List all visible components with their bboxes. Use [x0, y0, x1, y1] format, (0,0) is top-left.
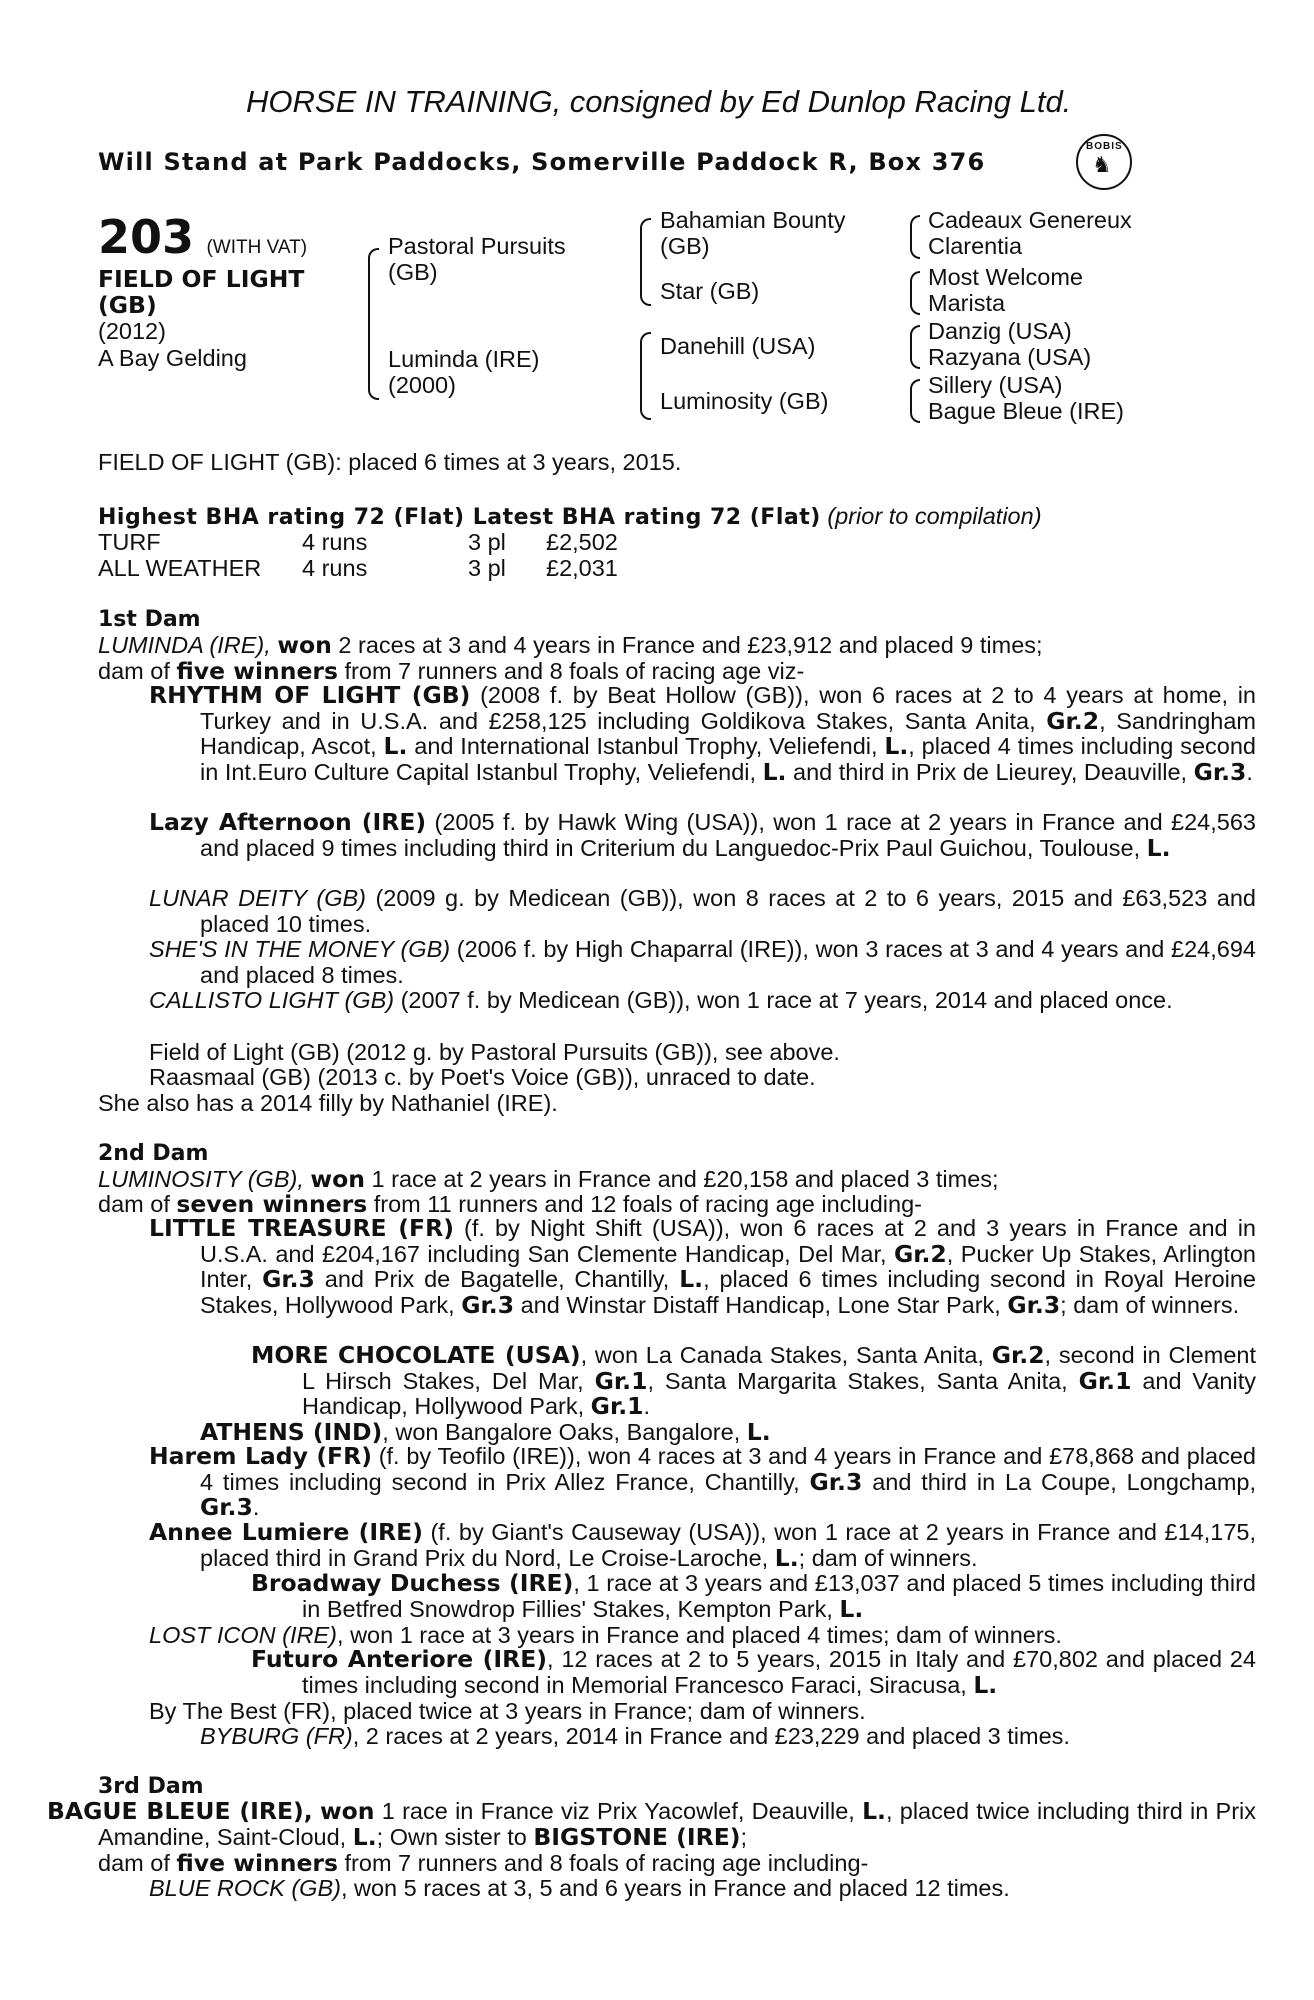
aw-label: ALL WEATHER: [98, 555, 262, 581]
listed-label: L.: [973, 1670, 998, 1699]
turf-placings: 3 pl: [468, 529, 506, 555]
listed-label: L.: [884, 732, 909, 760]
bha-ratings-heading: Highest BHA rating 72 (Flat) Latest BHA rating 72 (Flat): [98, 505, 821, 530]
listed-label: L.: [839, 1594, 864, 1623]
first-dam-record: 2 races at 3 and 4 years in France and £23,912 and placed 9 times;: [331, 632, 1043, 658]
won-label: won: [310, 1165, 365, 1193]
entry-text: (f. by Teofilo (IRE)), won 4 races at 3 and 4 years in France and £78,868 and placed 4 times including second in Prix Allez France, Chantilly,: [200, 1443, 1256, 1495]
entry-name: SHE'S IN THE MONEY (GB): [149, 936, 451, 962]
second-dam-line1: [98, 1166, 999, 1192]
entry-rhythm-of-light: [149, 683, 1256, 785]
entry-byburg: [200, 1723, 1070, 1749]
entry-text: , won 1 race at 3 years in France and placed 4 times; dam of winners.: [337, 1622, 1062, 1648]
runners-note: from 7 runners and 8 foals of racing age viz-: [337, 658, 805, 684]
dam-year: (2000): [388, 372, 456, 398]
also-note: She also has a 2014 filly by Nathaniel (IRE).: [98, 1090, 558, 1116]
grade-label: Gr.2: [893, 1239, 947, 1268]
horse-year: (2012): [98, 318, 166, 344]
entry-lunar-deity: [149, 886, 1256, 937]
entry-annee-lumiere: [149, 1520, 1256, 1571]
entry-by-the-best: By The Best (FR), placed twice at 3 years in France; dam of winners.: [149, 1698, 866, 1724]
entry-name: LITTLE TREASURE (FR): [149, 1214, 454, 1242]
consignor-title: HORSE IN TRAINING, consigned by Ed Dunlop Racing Ltd.: [246, 84, 1072, 119]
third-dam-entry: [47, 1799, 1256, 1850]
won-label: won: [319, 1797, 375, 1825]
bobis-logo-text: BOBIS: [1086, 141, 1123, 152]
gen3-sss: Cadeaux Genereux: [928, 207, 1132, 233]
bobis-logo: [1076, 134, 1132, 190]
entry-text: and Winstar Distaff Handicap, Lone Star Park,: [514, 1291, 1008, 1318]
entry-text: , Sandringham Handicap, Ascot,: [200, 707, 1256, 759]
entry-field-of-light: Field of Light (GB) (2012 g. by Pastoral Pursuits (GB)), see above.: [149, 1039, 840, 1065]
entry-blue-rock: [149, 1875, 1010, 1901]
lot-number: 203: [98, 210, 195, 264]
entry-name: LOST ICON (IRE): [149, 1622, 338, 1648]
entry-name: Lazy Afternoon (IRE): [149, 808, 427, 836]
racing-summary: FIELD OF LIGHT (GB): placed 6 times at 3 years, 2015.: [98, 449, 682, 475]
entry-text: ; Own sister to: [376, 1823, 534, 1850]
gen3-dds: Sillery (USA): [928, 372, 1063, 398]
entry-name: BYBURG (FR): [200, 1723, 353, 1749]
listed-label: L.: [383, 732, 408, 760]
gen3-dsd: Razyana (USA): [928, 344, 1092, 370]
listed-label: L.: [862, 1797, 886, 1825]
entry-text: and Prix de Bagatelle, Chantilly,: [314, 1266, 680, 1292]
lot-number-line: [98, 210, 307, 264]
entry-text: , Santa Margarita Stakes, Santa Anita,: [647, 1367, 1079, 1394]
entry-name: CALLISTO LIGHT (GB): [149, 987, 395, 1013]
gen3-bracket-2: [910, 271, 920, 315]
horse-description: A Bay Gelding: [98, 345, 247, 371]
entry-callisto-light: [149, 988, 1256, 1014]
grade-label: Gr.3: [809, 1467, 863, 1496]
listed-label: L.: [762, 757, 787, 786]
dam-of-label: dam of: [98, 658, 177, 684]
gen3-dss: Danzig (USA): [928, 318, 1072, 344]
winners-count: seven winners: [176, 1190, 368, 1218]
entry-text: (2006 f. by High Chaparral (IRE)), won 3 races at 3 and 4 years and £24,694 and placed 8 times.: [200, 936, 1256, 988]
runners-note: from 11 runners and 12 foals of racing age including-: [367, 1191, 922, 1217]
entry-text: , won La Canada Stakes, Santa Anita,: [580, 1342, 992, 1368]
listed-label: L.: [746, 1418, 771, 1446]
entry-name: ATHENS (IND): [200, 1418, 383, 1446]
gen3-bracket-1: [910, 215, 920, 259]
entry-text: and third in Prix de Lieurey, Deauville,: [786, 758, 1194, 785]
first-dam-line1: [98, 632, 1043, 658]
sire-origin: (GB): [388, 259, 438, 285]
gen3-bracket-3: [910, 325, 920, 369]
dam-dam: Luminosity (GB): [660, 388, 829, 414]
entry-name: Annee Lumiere (IRE): [149, 1518, 423, 1546]
winners-count: five winners: [176, 1849, 338, 1877]
entry-text: 1 race in France viz Prix Yacowlef, Deauville,: [374, 1798, 863, 1824]
listed-label: L.: [352, 1822, 377, 1851]
sire-sire-origin: (GB): [660, 233, 710, 259]
entry-text: and Vanity Handicap, Hollywood Park,: [302, 1367, 1256, 1419]
entry-more-chocolate: [251, 1343, 1256, 1420]
dam-line-bracket: [640, 332, 651, 420]
horse-origin: (GB): [98, 291, 157, 319]
horse-and-jockey-icon: ♞: [1092, 152, 1112, 177]
won-label: won: [277, 631, 332, 659]
sire-line-bracket: [640, 218, 651, 306]
aw-placings: 3 pl: [468, 555, 506, 581]
entry-name: Broadway Duchess (IRE): [251, 1569, 574, 1597]
grade-label: Gr.1: [590, 1392, 644, 1420]
dam-of-label: dam of: [98, 1850, 177, 1876]
entry-futuro-anteriore: [251, 1647, 1256, 1698]
entry-text: (2008 f. by Beat Hollow (GB)), won 6 races at 2 to 4 years at home, in Turkey and in U.S.A. and £258,125 including Goldikova Stakes, Santa Anita,: [200, 682, 1257, 734]
entry-name: LUNAR DEITY (GB): [149, 885, 366, 911]
entry-text: (2005 f. by Hawk Wing (USA)), won 1 race at 2 years in France and £24,563 and placed 9 times including third in Criterium du Languedoc-Prix Paul Guichou, Toulouse,: [200, 809, 1256, 861]
runners-note: from 7 runners and 8 foals of racing age including-: [337, 1850, 869, 1876]
listed-label: L.: [679, 1265, 704, 1293]
entry-text: (f. by Giant's Causeway (USA)), won 1 race at 2 years in France and £14,175, placed third in Grand Prix du Nord, Le Croise-Laroche,: [200, 1519, 1256, 1571]
stand-location: Will Stand at Park Paddocks, Somerville Paddock R, Box 376: [98, 148, 986, 176]
second-dam-record: 1 race at 2 years in France and £20,158 and placed 3 times;: [365, 1166, 999, 1192]
aw-prize: £2,031: [546, 555, 618, 581]
horse-name: FIELD OF LIGHT: [98, 265, 305, 293]
entry-harem-lady: [149, 1444, 1256, 1521]
bha-ratings: [98, 503, 1042, 531]
entry-name: RHYTHM OF LIGHT (GB): [149, 681, 471, 709]
dam-sire: Danehill (USA): [660, 333, 816, 359]
entry-text: .: [1246, 758, 1253, 785]
entry-name: BLUE ROCK (GB): [149, 1875, 341, 1901]
entry-text: , 12 races at 2 to 5 years, 2015 in Italy and £70,802 and placed 24 times including second in Memorial Francesco Faraci, Siracusa,: [302, 1646, 1256, 1698]
entry-text: , placed 6 times including second in Royal Heroine Stakes, Hollywood Park,: [200, 1266, 1256, 1318]
grade-label: Gr.3: [461, 1290, 515, 1319]
grade-label: Gr.1: [1078, 1366, 1132, 1395]
entry-text: , placed twice including third in Prix Amandine, Saint-Cloud,: [98, 1798, 1257, 1850]
bha-ratings-note: (prior to compilation): [827, 503, 1042, 529]
sire-dam: Star (GB): [660, 278, 760, 304]
first-dam-heading: 1st Dam: [98, 607, 201, 632]
grade-label: Gr.3: [200, 1493, 253, 1521]
gen3-ssd: Clarentia: [928, 233, 1023, 259]
gen3-sds: Most Welcome: [928, 264, 1083, 290]
entry-text: .: [643, 1393, 651, 1419]
entry-text: , 1 race at 3 years and £13,037 and placed 5 times including third in Betfred Snowdrop Fillies' Stakes, Kempton Park,: [302, 1570, 1256, 1622]
entry-shes-in-the-money: [149, 937, 1256, 988]
entry-text: , Pucker Up Stakes, Arlington Inter,: [200, 1240, 1257, 1292]
entry-text: , won Bangalore Oaks, Bangalore,: [382, 1419, 747, 1445]
sire-name: Pastoral Pursuits: [388, 233, 566, 259]
grade-label: Gr.2: [1046, 706, 1100, 735]
grade-label: Gr.3: [262, 1265, 315, 1293]
grade-label: Gr.3: [1007, 1290, 1061, 1319]
entry-name: Futuro Anteriore (IRE): [251, 1645, 548, 1673]
first-dam-name: LUMINDA (IRE),: [98, 632, 271, 658]
third-dam-name: BAGUE BLEUE (IRE),: [47, 1797, 313, 1825]
entry-text: , placed 4 times including second in Int.Euro Culture Capital Istanbul Trophy, Veliefendi,: [200, 733, 1256, 785]
entry-lazy-afternoon: [149, 810, 1256, 861]
entry-text: ;: [740, 1823, 748, 1850]
turf-label: TURF: [98, 529, 161, 555]
third-dam-line2: [98, 1850, 868, 1876]
entry-text: (2007 f. by Medicean (GB)), won 1 race at 7 years, 2014 and placed once.: [394, 987, 1173, 1013]
listed-label: L.: [1146, 833, 1171, 862]
entry-text: , 2 races at 2 years, 2014 in France and £23,229 and placed 3 times.: [352, 1723, 1070, 1749]
winners-count: five winners: [176, 657, 338, 685]
entry-text: ; dam of winners.: [798, 1544, 978, 1571]
turf-runs: 4 runs: [302, 529, 368, 555]
grade-label: Gr.1: [594, 1366, 648, 1395]
entry-text: ; dam of winners.: [1060, 1291, 1240, 1318]
second-dam-heading: 2nd Dam: [98, 1141, 209, 1166]
grade-label: Gr.3: [1193, 757, 1247, 786]
gen3-sdd: Marista: [928, 290, 1006, 316]
entry-name: MORE CHOCOLATE (USA): [251, 1341, 581, 1369]
second-dam-name: LUMINOSITY (GB),: [98, 1166, 304, 1192]
vat-note: (WITH VAT): [206, 237, 308, 258]
entry-text: and International Istanbul Trophy, Veliefendi,: [407, 733, 885, 759]
entry-text: (2009 g. by Medicean (GB)), won 8 races at 2 to 6 years, 2015 and £63,523 and placed 10 times.: [200, 885, 1256, 937]
entry-text: .: [252, 1494, 260, 1520]
entry-broadway-duchess: [251, 1571, 1256, 1622]
gen3-bracket-4: [910, 379, 920, 423]
entry-text: , second in Clement L Hirsch Stakes, Del Mar,: [302, 1342, 1256, 1394]
dam-name: Luminda (IRE): [388, 346, 540, 372]
grade-label: Gr.2: [991, 1341, 1045, 1369]
entry-text: and third in La Coupe, Longchamp,: [862, 1468, 1256, 1495]
aw-runs: 4 runs: [302, 555, 368, 581]
entry-raasmaal: Raasmaal (GB) (2013 c. by Poet's Voice (GB)), unraced to date.: [149, 1064, 816, 1090]
dam-of-label: dam of: [98, 1191, 177, 1217]
listed-label: L.: [774, 1543, 799, 1572]
gen3-ddd: Bague Bleue (IRE): [928, 398, 1124, 424]
pedigree-bracket: [368, 248, 379, 400]
sire-sire: Bahamian Bounty: [660, 207, 846, 233]
entry-little-treasure: [149, 1216, 1256, 1318]
entry-text: (f. by Night Shift (USA)), won 6 races at 2 and 3 years in France and in U.S.A. and £204,167 including San Clemente Handicap, Del Mar,: [200, 1215, 1256, 1267]
turf-prize: £2,502: [546, 529, 618, 555]
entry-text: , won 5 races at 3, 5 and 6 years in France and placed 12 times.: [340, 1875, 1010, 1901]
entry-name: Harem Lady (FR): [149, 1442, 372, 1470]
sister-name: BIGSTONE (IRE): [533, 1822, 741, 1851]
third-dam-heading: 3rd Dam: [98, 1774, 204, 1799]
